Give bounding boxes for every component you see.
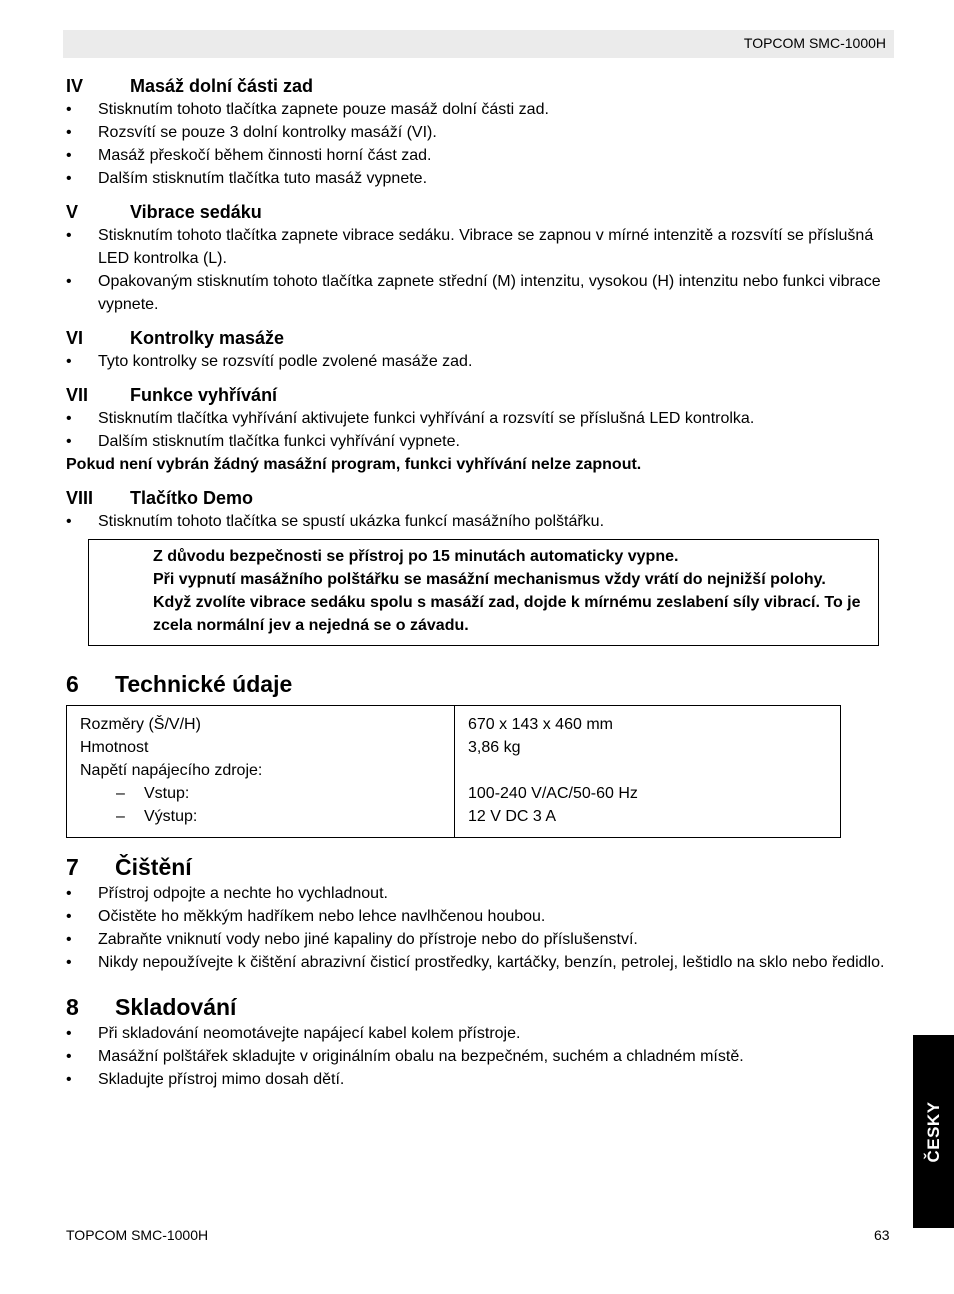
list-item: • Nikdy nepoužívejte k čištění abrazivní čisticí prostředky, kartáčky, benzín, petrolej, leštidlo na sklo nebo ředidlo.: [66, 951, 886, 974]
list-item: • Stisknutím tohoto tlačítka zapnete vibrace sedáku. Vibrace se zapnou v mírné intenzitě a rozsvítí se příslušná LED kontrolka (L).: [66, 224, 886, 270]
header-title: TOPCOM SMC-1000H: [743, 35, 886, 51]
list-item: • Skladujte přístroj mimo dosah dětí.: [66, 1068, 886, 1091]
list-item: • Zabraňte vniknutí vody nebo jiné kapaliny do přístroje nebo do příslušenství.: [66, 928, 886, 951]
heating-note: Pokud není vybrán žádný masážní program, funkci vyhřívání nelze zapnout.: [66, 456, 642, 473]
spec-labels-column: [67, 706, 455, 837]
spec-value: 100-240 V/AC/50-60 Hz: [468, 785, 638, 802]
subsection-iv-heading: IV Masáž dolní části zad: [66, 76, 314, 96]
section-6-heading: 6 Technické údaje: [66, 671, 293, 697]
list-item: • Dalším stisknutím tlačítka funkci vyhřívání vypnete.: [66, 430, 886, 453]
spec-label-indented: – Vstup:: [116, 785, 190, 802]
warning-line: Z důvodu bezpečnosti se přístroj po 15 minutách automaticky vypne.: [153, 548, 679, 565]
subsection-vii-heading: VII Funkce vyhřívání: [66, 385, 278, 405]
list-item: • Stisknutím tohoto tlačítka se spustí ukázka funkcí masážního polštářku.: [66, 510, 886, 533]
language-tab: [913, 1035, 954, 1228]
subsection-iv-list: [66, 98, 886, 190]
spec-value: [468, 759, 827, 782]
spec-label: Hmotnost: [80, 739, 149, 756]
page-number: 63: [874, 1227, 890, 1243]
section-8-heading: 8 Skladování: [66, 994, 237, 1020]
list-item: • Masážní polštářek skladujte v originálním obalu na bezpečném, suchém a chladném místě.: [66, 1045, 886, 1068]
warning-line: Při vypnutí masážního polštářku se masážní mechanismus vždy vrátí do nejnižší polohy.: [153, 571, 826, 588]
warning-line: Když zvolíte vibrace sedáku spolu s masáží zad, dojde k mírnému zeslabení síly vibrací. To je zcela normální jev a nejedná se o závadu.: [153, 594, 861, 634]
spec-values-column: [455, 706, 840, 837]
subsection-viii-heading: VIII Tlačítko Demo: [66, 488, 254, 508]
spec-value: 670 x 143 x 460 mm: [468, 716, 613, 733]
subsection-v-list: [66, 224, 886, 316]
list-item: • Tyto kontrolky se rozsvítí podle zvolené masáže zad.: [66, 350, 886, 373]
subsection-v-heading: V Vibrace sedáku: [66, 202, 262, 222]
section-7-list: [66, 882, 886, 974]
list-item: • Dalším stisknutím tlačítka tuto masáž vypnete.: [66, 167, 886, 190]
safety-warning-box: [88, 539, 879, 646]
subsection-vii-list: [66, 407, 886, 453]
section-8-list: [66, 1022, 886, 1091]
list-item: • Očistěte ho měkkým hadříkem nebo lehce navlhčenou houbou.: [66, 905, 886, 928]
language-tab-label: ČESKY: [923, 1100, 943, 1163]
list-item: • Přístroj odpojte a nechte ho vychladnout.: [66, 882, 886, 905]
spec-label: Napětí napájecího zdroje:: [80, 762, 263, 779]
spec-label: Rozměry (Š/V/H): [80, 716, 201, 733]
spec-label-indented: – Výstup:: [116, 808, 198, 825]
list-item: • Masáž přeskočí během činnosti horní část zad.: [66, 144, 886, 167]
section-7-heading: 7 Čištění: [66, 854, 192, 880]
subsection-vi-list: [66, 350, 886, 373]
list-item: • Stisknutím tlačítka vyhřívání aktivujete funkci vyhřívání a rozsvítí se příslušná LED kontrolka.: [66, 407, 886, 430]
subsection-vi-heading: VI Kontrolky masáže: [66, 328, 285, 348]
list-item: • Rozsvítí se pouze 3 dolní kontrolky masáží (VI).: [66, 121, 886, 144]
spec-table: [66, 705, 841, 838]
list-item: • Při skladování neomotávejte napájecí kabel kolem přístroje.: [66, 1022, 886, 1045]
spec-value: 3,86 kg: [468, 739, 521, 756]
subsection-viii-list: [66, 510, 886, 533]
spec-value: 12 V DC 3 A: [468, 808, 557, 825]
list-item: • Stisknutím tohoto tlačítka zapnete pouze masáž dolní části zad.: [66, 98, 886, 121]
header-bar: [63, 30, 894, 58]
page-content: [66, 74, 886, 1091]
footer-model: TOPCOM SMC-1000H: [66, 1227, 209, 1243]
list-item: • Opakovaným stisknutím tohoto tlačítka zapnete střední (M) intenzitu, vysokou (H) intenzitu nebo funkci vibrace vypnete.: [66, 270, 886, 316]
